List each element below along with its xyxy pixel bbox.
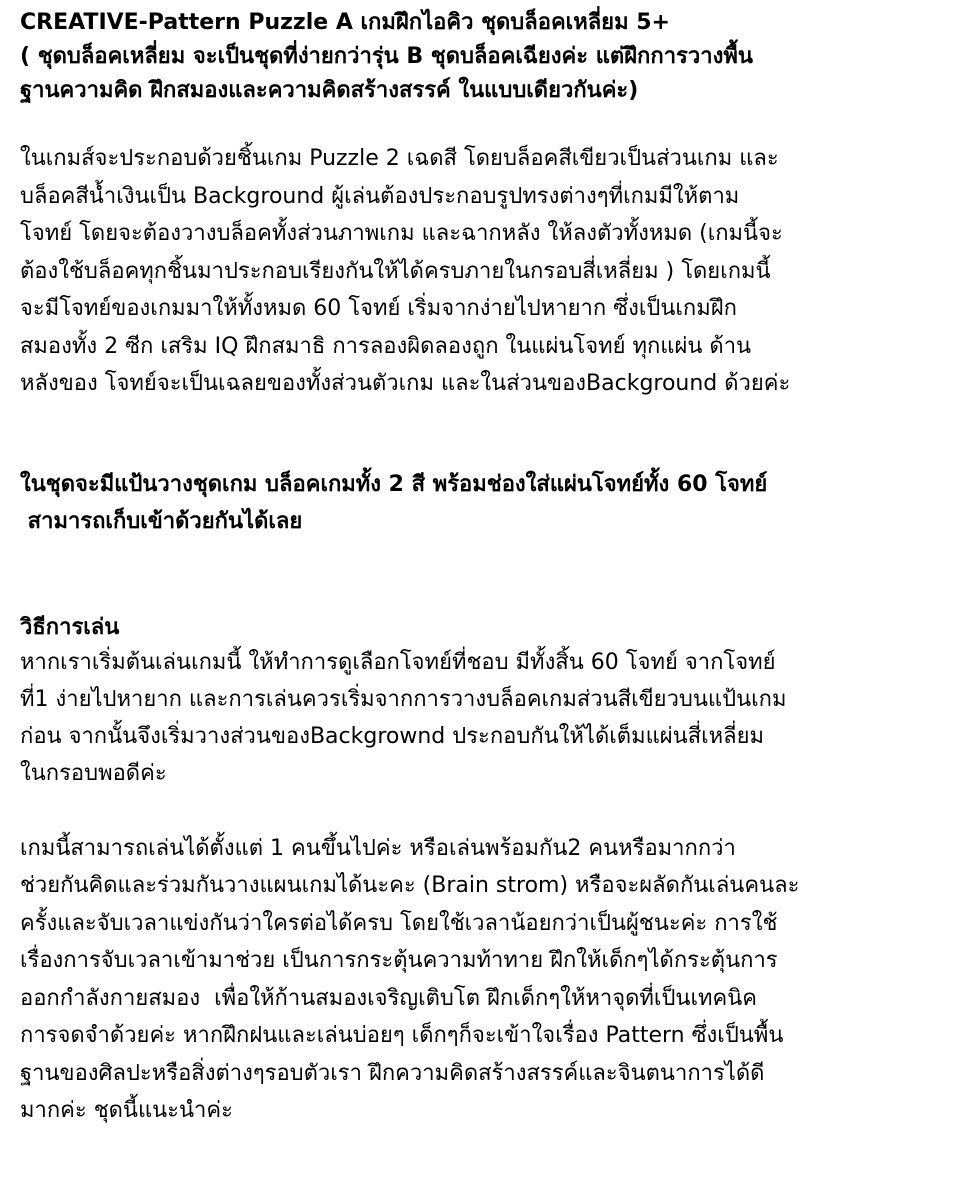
paragraph-line: ในเกมส์จะประกอบด้วยชิ้นเกม Puzzle 2 เฉดสี โดยบล็อคสีเขียวเป็นส่วนเกม และ [20, 146, 779, 171]
title-line: ( ชุดบล็อคเหลี่ยม จะเป็นชุดที่ง่ายกว่ารุ่น B ชุดบล็อคเฉียงค่ะ แต่ฝึกการวางพื้น [20, 44, 753, 69]
paragraph-line: สมองทั้ง 2 ซีก เสริม IQ ฝึกสมาธิ การลองผิดลองถูก ในแผ่นโจทย์ ทุกแผ่น ด้าน [20, 333, 752, 359]
paragraph-line: ในชุดจะมีแป้นวางชุดเกม บล็อคเกมทั้ง 2 สี พร้อมช่องใส่แผ่นโจทย์ทั้ง 60 โจทย์ [20, 471, 768, 497]
paragraph-line: ครั้งและจับเวลาแข่งกันว่าใครต่อได้ครบ โดยใช้เวลาน้อยกว่าเป็นผู้ชนะค่ะ การใช้ [20, 910, 778, 936]
how-to-play-heading: วิธีการเล่น [20, 614, 120, 640]
paragraph-line: ต้องใช้บล็อคทุกชิ้นมาประกอบเรียงกันให้ได้ครบภายในกรอบสี่เหลี่ยม ) โดยเกมนี้ [20, 258, 771, 284]
paragraph-line: ที่1 ง่ายไปหายาก และการเล่นควรเริ่มจากการวางบล็อคเกมส่วนสีเขียวบนแป้นเกม [20, 686, 787, 712]
title-line: CREATIVE-Pattern Puzzle A เกมฝึกไอคิว ชุดบล็อคเหลี่ยม 5+ [20, 10, 670, 35]
paragraph-line: หลังของ โจทย์จะเป็นเฉลยของทั้งส่วนตัวเกม และในส่วนของBackground ด้วยค่ะ [20, 371, 791, 396]
paragraph-line: ฐานของศิลปะหรือสิ่งต่างๆรอบตัวเรา ฝึกความคิดสร้างสรรค์และจินตนาการได้ดี [20, 1060, 765, 1086]
how-to-play-paragraph [20, 644, 950, 792]
paragraph-line: ก่อน จากนั้นจึงเริ่มวางส่วนของBackgrownd ประกอบกันให้ได้เต็มแผ่นสี่เหลี่ยม [20, 723, 765, 749]
paragraph-line: โจทย์ โดยจะต้องวางบล็อคทั้งส่วนภาพเกม และฉากหลัง ให้ลงตัวทั้งหมด (เกมนี้จะ [20, 221, 783, 246]
paragraph-line: หากเราเริ่มต้นเล่นเกมนี้ ให้ทำการดูเลือกโจทย์ที่ชอบ มีทั้งสิ้น 60 โจทย์ จากโจทย์ [20, 649, 776, 675]
paragraph-line: การจดจำด้วยค่ะ หากฝึกฝนและเล่นบ่อยๆ เด็กๆก็จะเข้าใจเรื่อง Pattern ซึ่งเป็นพื้น [20, 1023, 784, 1048]
paragraph-line: มากค่ะ ชุดนี้แนะนำค่ะ [20, 1098, 233, 1123]
paragraph-line: ในกรอบพอดีค่ะ [20, 760, 167, 786]
paragraph-line: เกมนี้สามารถเล่นได้ตั้งแต่ 1 คนขึ้นไปค่ะ หรือเล่นพร้อมกัน2 คนหรือมากกว่า [20, 835, 736, 861]
paragraph-line: ช่วยกันคิดและร่วมกันวางแผนเกมได้นะคะ (Brain strom) หรือจะผลัดกันเล่นคนละ [20, 873, 800, 898]
players-paragraph [20, 830, 950, 1130]
document-page [20, 6, 950, 1130]
set-contents-paragraph [20, 466, 950, 540]
paragraph-line: จะมีโจทย์ของเกมมาให้ทั้งหมด 60 โจทย์ เริ่มจากง่ายไปหายาก ซึ่งเป็นเกมฝึก [20, 296, 737, 321]
paragraph-line: บล็อคสีน้ำเงินเป็น Background ผู้เล่นต้องประกอบรูปทรงต่างๆที่เกมมีให้ตาม [20, 183, 740, 209]
paragraph-line: สามารถเก็บเข้าด้วยกันได้เลย [20, 508, 303, 534]
product-title [20, 6, 950, 108]
intro-paragraph [20, 140, 950, 403]
paragraph-line: ออกกำลังกายสมอง เพื่อให้ก้านสมองเจริญเติบโต ฝึกเด็กๆให้หาจุดที่เป็นเทคนิค [20, 985, 757, 1011]
title-line: ฐานความคิด ฝึกสมองและความคิดสร้างสรรค์ ในแบบเดียวกันค่ะ) [20, 78, 639, 103]
paragraph-line: เรื่องการจับเวลาเข้ามาช่วย เป็นการกระตุ้นความท้าทาย ฝึกให้เด็กๆได้กระตุ้นการ [20, 948, 778, 973]
